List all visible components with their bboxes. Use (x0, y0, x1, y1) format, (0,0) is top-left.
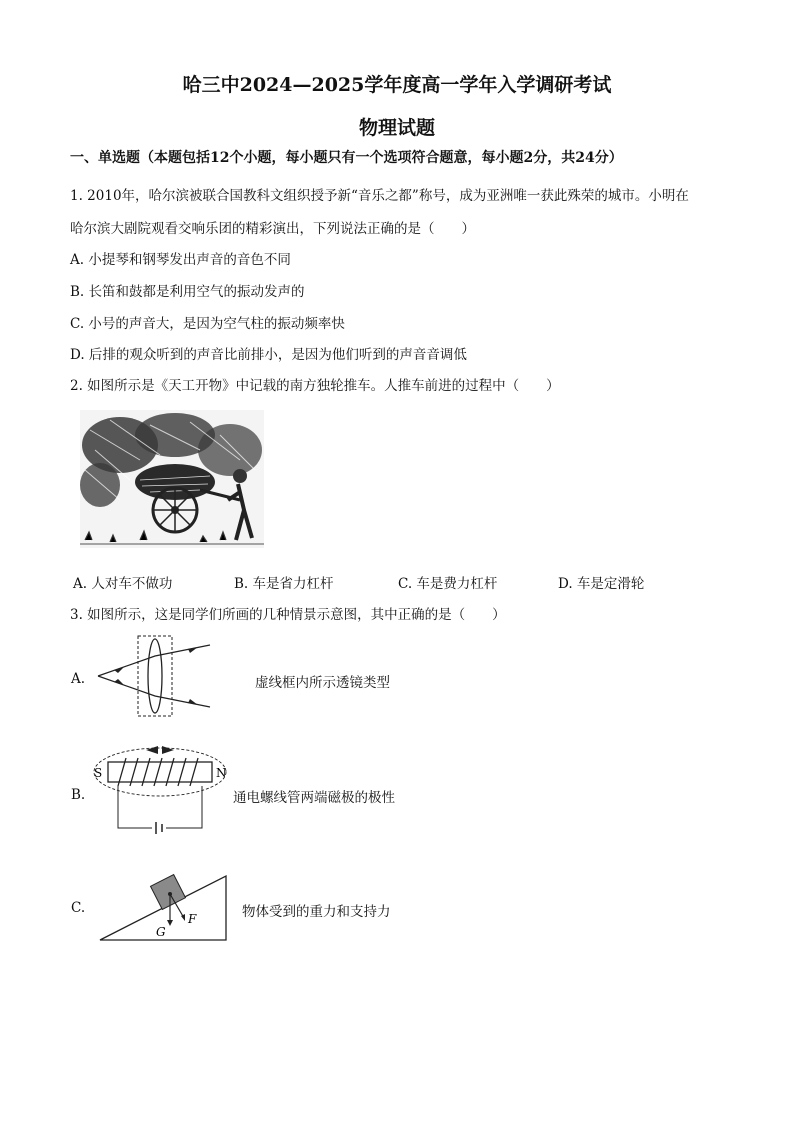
incline-force-diagram (96, 868, 232, 944)
subject-title: 物理试题 (358, 117, 435, 139)
solenoid-diagram (90, 742, 230, 834)
force-g-label: G (156, 925, 166, 939)
q3-option-a-letter: A. (71, 671, 86, 687)
q3-stem: 3. 如图所示，这是同学们所画的几种情景示意图，其中正确的是（ ） (70, 607, 506, 623)
q3-option-b-letter: B. (71, 787, 86, 803)
wheelbarrow-woodcut-image (80, 410, 264, 548)
q1-stem-line1: 1. 2010年，哈尔滨被联合国教科文组织授予新“音乐之都”称号，成为亚洲唯一获此殊荣的城市。小明在 (70, 188, 689, 204)
solenoid-pole-s: S (94, 766, 103, 780)
q3-option-a-caption: 虚线框内所示透镜类型 (255, 675, 390, 691)
q2-stem: 2. 如图所示是《天工开物》中记载的南方独轮推车。人推车前进的过程中（ ） (70, 378, 560, 394)
q3-option-c-caption: 物体受到的重力和支持力 (242, 904, 391, 920)
q2-option-d: D. 车是定滑轮 (558, 576, 645, 592)
q3-option-b-caption: 通电螺线管两端磁极的极性 (233, 790, 395, 806)
exam-title: 哈三中2024—2025学年度高一学年入学调研考试 (182, 74, 612, 96)
q1-option-c: C. 小号的声音大，是因为空气柱的振动频率快 (70, 316, 345, 332)
q2-option-c: C. 车是费力杠杆 (398, 576, 498, 592)
q3-option-c-letter: C. (71, 900, 86, 916)
q1-option-b: B. 长笛和鼓都是利用空气的振动发声的 (70, 284, 305, 300)
q2-option-a: A. 人对车不做功 (73, 576, 173, 592)
q1-option-a: A. 小提琴和钢琴发出声音的音色不同 (70, 252, 291, 268)
q1-stem-line2: 哈尔滨大剧院观看交响乐团的精彩演出，下列说法正确的是（ ） (70, 221, 475, 237)
q2-option-b: B. 车是省力杠杆 (234, 576, 334, 592)
force-f-label: F (188, 912, 197, 926)
lens-ray-diagram (92, 633, 212, 719)
q1-option-d: D. 后排的观众听到的声音比前排小，是因为他们听到的声音音调低 (70, 347, 467, 363)
solenoid-pole-n: N (216, 766, 227, 780)
section-heading: 一、单选题（本题包括12个小题，每小题只有一个选项符合题意，每小题2分，共24分） (70, 150, 623, 166)
